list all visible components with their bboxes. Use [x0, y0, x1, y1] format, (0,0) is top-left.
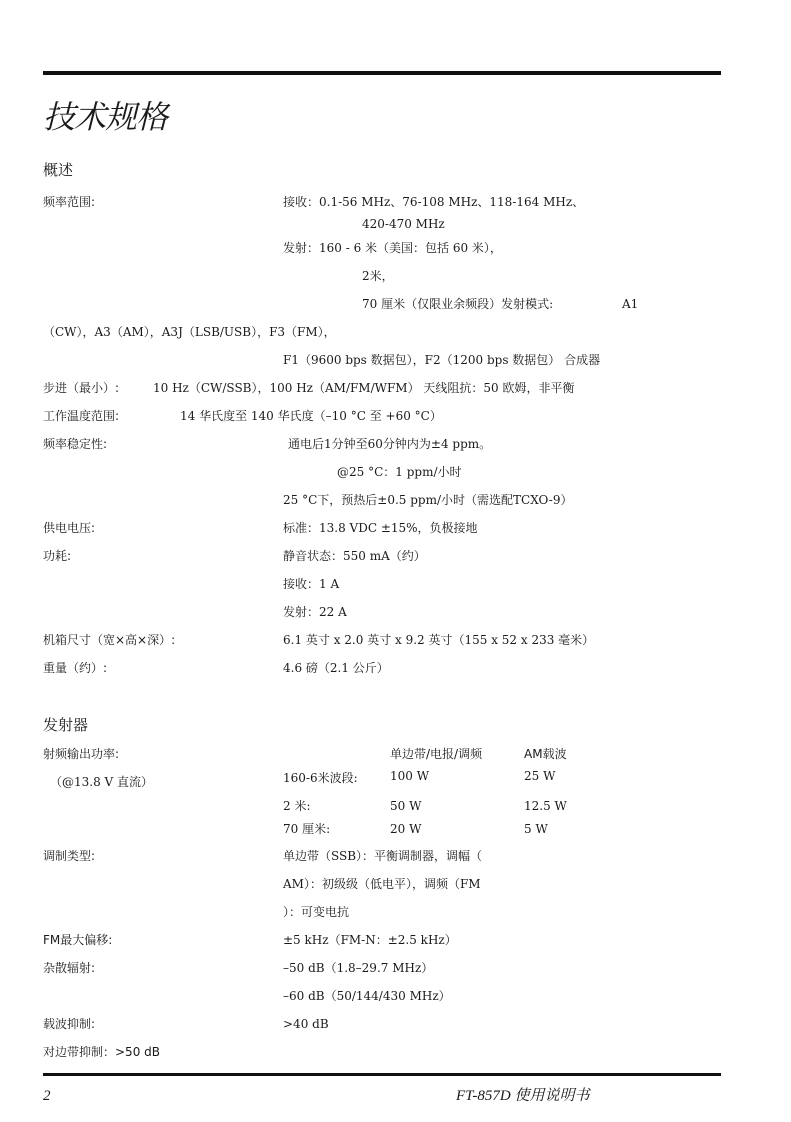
power-transmit: 发射：22 A: [283, 605, 347, 619]
spurious-label: 杂散辐射:: [43, 961, 96, 975]
page-number: 2: [43, 1088, 51, 1104]
emission-modes-line2: F1（9600 bps 数据包），F2（1200 bps 数据包） 合成器: [283, 353, 601, 367]
table-row-band: 2 米:: [283, 799, 311, 813]
power-receive: 接收：1 A: [283, 577, 340, 591]
freq-range-label: 频率范围:: [43, 195, 96, 209]
step-label: 步进（最小）:: [43, 381, 120, 395]
power-squelched: 静音状态：550 mA（约）: [283, 549, 426, 563]
table-row-ssb: 50 W: [390, 799, 422, 813]
section-heading-general: 概述: [43, 161, 74, 179]
stability-label: 频率稳定性:: [43, 437, 108, 451]
step-value: 10 Hz（CW/SSB），100 Hz（AM/FM/WFM） 天线阻抗：50 欧姆，非平衡: [153, 381, 575, 395]
stability-line2: @25 °C：1 ppm/小时: [337, 465, 462, 479]
modulation-line1: 单边带（SSB）：平衡调制器，调幅（: [283, 849, 483, 863]
weight-label: 重量（约）:: [43, 661, 108, 675]
fm-deviation-label: FM最大偏移:: [43, 933, 113, 947]
table-row-band: 70 厘米:: [283, 822, 331, 836]
stability-line3: 25 °C下，预热后±0.5 ppm/小时（需选配TCXO-9）: [283, 493, 573, 507]
carrier-suppression-value: >40 dB: [283, 1017, 329, 1031]
table-row-band: 160-6米波段:: [283, 771, 358, 785]
page-title: 技术规格: [43, 98, 168, 136]
supply-voltage-label: 供电电压:: [43, 521, 96, 535]
rx-range-line2: 420-470 MHz: [362, 217, 445, 231]
table-row-ssb: 20 W: [390, 822, 422, 836]
modulation-line3: ）：可变电抗: [283, 905, 350, 919]
case-size-label: 机箱尺寸（宽×高×深）:: [43, 633, 176, 647]
table-row-ssb: 100 W: [390, 769, 430, 783]
temp-range-label: 工作温度范围:: [43, 409, 120, 423]
stability-line1: 通电后1分钟至60分钟内为±4 ppm。: [288, 437, 492, 451]
supply-voltage-value: 标准：13.8 VDC ±15%，负极接地: [283, 521, 478, 535]
sideband-suppression: 对边带抑制：>50 dB: [43, 1045, 160, 1059]
table-row-am: 25 W: [524, 769, 556, 783]
modulation-label: 调制类型:: [43, 849, 96, 863]
table-row-am: 5 W: [524, 822, 548, 836]
spurious-line2: –60 dB（50/144/430 MHz）: [283, 989, 451, 1003]
table-row-am: 12.5 W: [524, 799, 567, 813]
fm-deviation-value: ±5 kHz（FM-N：±2.5 kHz）: [283, 933, 457, 947]
tx-mode-a1: A1: [622, 297, 639, 311]
tx-range-line2: 2米，: [362, 269, 394, 283]
emission-modes-line1: （CW），A3（AM），A3J（LSB/USB），F3（FM），: [43, 325, 336, 339]
tx-range-line1: 发射：160 - 6 米（美国：包括 60 米），: [283, 241, 502, 255]
modulation-line2: AM）：初级级（低电平），调频（FM: [283, 877, 481, 891]
rf-power-label: 射频输出功率:: [43, 747, 120, 761]
carrier-suppression-label: 载波抑制:: [43, 1017, 96, 1031]
case-size-value: 6.1 英寸 x 2.0 英寸 x 9.2 英寸（155 x 52 x 233 毫米）: [283, 633, 595, 647]
rx-range-line1: 接收：0.1-56 MHz、76-108 MHz、118-164 MHz、: [283, 195, 585, 209]
section-heading-transmitter: 发射器: [43, 716, 89, 734]
manual-title: FT-857D 使用说明书: [456, 1088, 590, 1104]
spurious-line1: –50 dB（1.8–29.7 MHz）: [283, 961, 434, 975]
top-rule: [43, 71, 721, 75]
bottom-rule: [43, 1073, 721, 1076]
tx-range-line3: 70 厘米（仅限业余频段）发射模式:: [362, 297, 554, 311]
temp-range-value: 14 华氏度至 140 华氏度（–10 °C 至 +60 °C）: [180, 409, 442, 423]
power-consumption-label: 功耗:: [43, 549, 72, 563]
weight-value: 4.6 磅（2.1 公斤）: [283, 661, 389, 675]
rf-power-sub: （@13.8 V 直流）: [50, 775, 154, 789]
col-header-am: AM载波: [524, 747, 567, 761]
col-header-ssb: 单边带/电报/调频: [390, 747, 483, 761]
